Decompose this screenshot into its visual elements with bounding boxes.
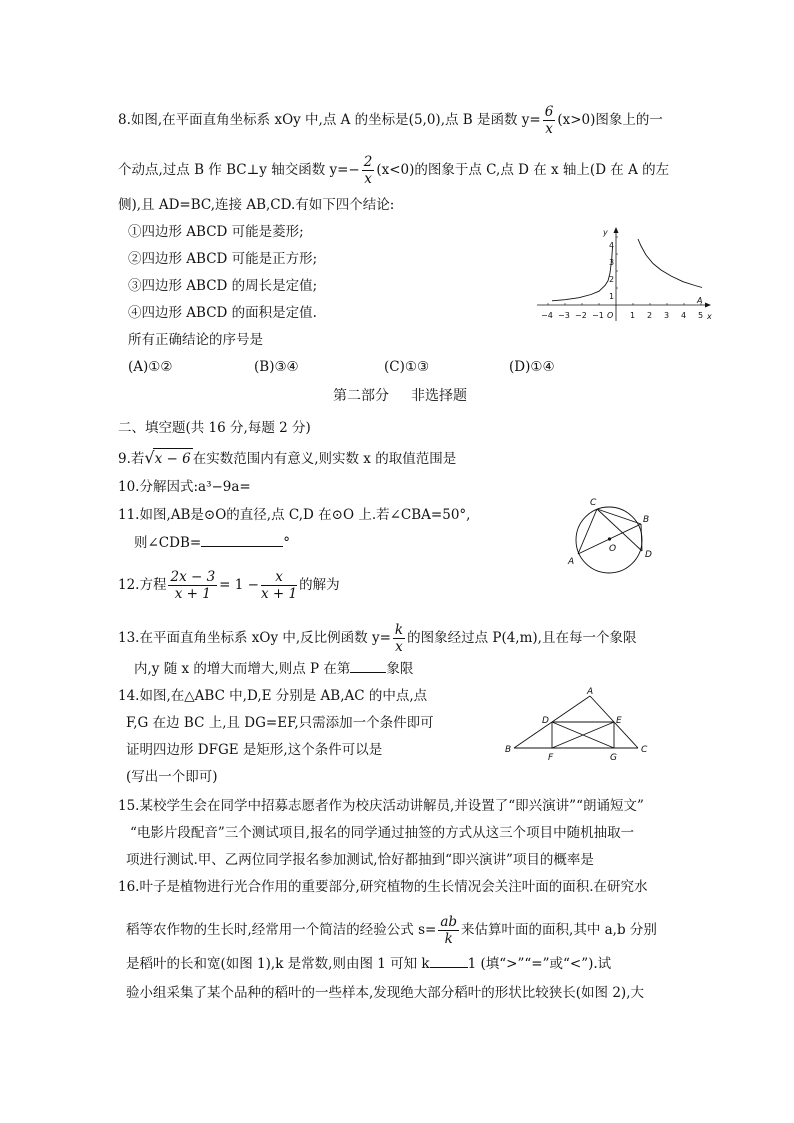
q14-line3: 证明四边形 DFGE 是矩形,这个条件可以是 [126,742,383,758]
q8-option-b: (B)③④ [254,359,299,375]
svg-text:A: A [568,557,575,567]
x-tick: −3 [558,311,570,320]
q11-answer-blank[interactable] [201,546,283,547]
q9: 9.若√x − 6 在实数范围内有意义,则实数 x 的取值范围是 [118,448,457,467]
curve-negative-branch [552,247,613,301]
x-tick: 3 [664,311,670,320]
y-axis-label: y [603,228,608,237]
x-tick: 1 [630,311,636,320]
q8-conclusion-3: ③四边形 ABCD 的周长是定值; [128,278,318,294]
q8-fraction-2-over-x: $\frac{2}{x}$ [363,154,373,187]
x-tick: −2 [575,311,587,320]
q8-option-a: (A)①② [128,359,173,375]
x-tick: 5 [698,311,704,320]
svg-text:G: G [610,753,617,763]
q8-function-graph [535,225,715,325]
y-tick: 3 [609,258,615,267]
q11-line2: 则∠CDB= ° [134,535,290,551]
q14-triangle-figure [504,685,654,765]
x-tick: 4 [681,311,687,320]
y-axis-arrow [614,227,619,233]
q12: 12.方程 $\frac{2x - 3}{x + 1}$ = 1 − $\frac{x}{x + 1}$ 的解为 [118,569,340,602]
q14-line1: 14.如图,在△ABC 中,D,E 分别是 AB,AC 的中点,点 [118,688,428,704]
center-point [608,537,611,540]
svg-text:E: E [616,716,622,726]
q16-answer-blank[interactable] [430,967,468,968]
part-two-title: 第二部分 非选择题 [333,388,467,404]
q16-line2: 稻等农作物的生长时,经常用一个简洁的经验公式 s= $\frac{ab}{k}$ 来估算叶面的面积,其中 a,b 分别 [126,914,657,947]
q8-line2 [118,154,669,187]
x-tick: 2 [647,311,653,320]
q14-line2: F,G 在边 BC 上,且 DG=EF,只需添加一个条件即可 [126,715,434,731]
section-fill-in-blank: 二、填空题(共 16 分,每题 2 分) [118,420,311,436]
q8-fraction-6-over-x: $\frac{6}{x}$ [544,104,554,137]
q8-line1 [118,104,663,137]
q15-line2: “电影片段配音”三个测试项目,报名的同学通过抽签的方式从这三个项目中随机抽取一 [130,825,635,841]
q14-line4: (写出一个即可) [126,769,218,785]
svg-text:D: D [645,550,652,560]
q8-conclusion-2: ②四边形 ABCD 可能是正方形; [128,251,318,267]
q13-line2: 内,y 随 x 的增大而增大,则点 P 在第 象限 [134,661,414,677]
q8-line2-b: (x<0)的图象于点 C,点 D 在 x 轴上(D 在 A 的左 [376,162,670,178]
sqrt-sign: √ [144,448,155,467]
x-tick: −4 [541,311,553,320]
q13-answer-blank[interactable] [350,672,386,673]
svg-text:C: C [590,498,597,508]
q12-fraction-1: $\frac{2x - 3}{x + 1}$ [170,569,216,602]
x-axis-arrow [705,303,711,308]
q8-line2-a: 个动点,过点 B 作 BC⊥y 轴交函数 y=− [118,162,360,178]
q16-fraction-ab-over-k: $\frac{ab}{k}$ [440,914,458,947]
q13-fraction-k-over-x: $\frac{k}{x}$ [394,622,404,655]
q8-option-c: (C)①③ [384,359,430,375]
q11-circle-figure [564,494,664,574]
svg-text:D: D [542,716,549,726]
q11-line1: 11.如图,AB是⊙O的直径,点 C,D 在⊙O 上.若∠CBA=50°, [118,507,471,523]
q15-line1: 15.某校学生会在同学中招募志愿者作为校庆活动讲解员,并设置了“即兴演讲”“朗诵短文” [118,798,644,814]
q8-line3: 侧),且 AD=BC,连接 AB,CD.有如下四个结论: [118,197,395,213]
svg-text:B: B [505,745,512,755]
q8-conclusion-4: ④四边形 ABCD 的面积是定值. [128,305,317,321]
y-tick: 4 [609,241,615,250]
q16-line3: 是稻叶的长和宽(如图 1),k 是常数,则由图 1 可知 k 1 (填“>”“=”或“<”).试 [126,956,612,972]
svg-text:A: A [587,687,594,697]
y-tick: 2 [609,275,615,284]
origin-label: O [607,311,614,320]
svg-text:O: O [609,544,617,554]
curve-positive-branch [638,239,702,288]
point-a-label: A [697,296,703,305]
q13-line1: 13.在平面直角坐标系 xOy 中,反比例函数 y= $\frac{k}{x}$ 的图象经过点 P(4,m),且在每一个象限 [118,622,637,655]
q8-option-d: (D)①④ [509,359,555,375]
svg-text:B: B [643,515,650,525]
q8-ask: 所有正确结论的序号是 [128,332,263,348]
q8-line1-b: (x>0)图象上的一 [557,112,663,128]
q9-radicand: x − 6 [153,448,193,469]
q10: 10.分解因式:a³−9a= [118,479,251,495]
y-tick: 1 [609,292,615,301]
q15-line3: 项进行测试.甲、乙两位同学报名参加测试,恰好都抽到“即兴演讲”项目的概率是 [126,852,594,868]
svg-text:C: C [641,745,648,755]
x-axis-label: x [707,312,712,321]
q8-line1-a: 8.如图,在平面直角坐标系 xOy 中,点 A 的坐标是(5,0),点 B 是函数 y= [118,112,541,128]
q16-line1: 16.叶子是植物进行光合作用的重要部分,研究植物的生长情况会关注叶面的面积.在研究水 [118,879,648,895]
svg-text:F: F [548,753,554,763]
q12-fraction-2: $\frac{x}{x + 1}$ [260,569,298,602]
q8-conclusion-1: ①四边形 ABCD 可能是菱形; [128,224,304,240]
x-tick: −1 [592,311,604,320]
q16-line4: 验小组采集了某个品种的稻叶的一些样本,发现绝大部分稻叶的形状比较狭长(如图 2),大 [126,985,644,1001]
